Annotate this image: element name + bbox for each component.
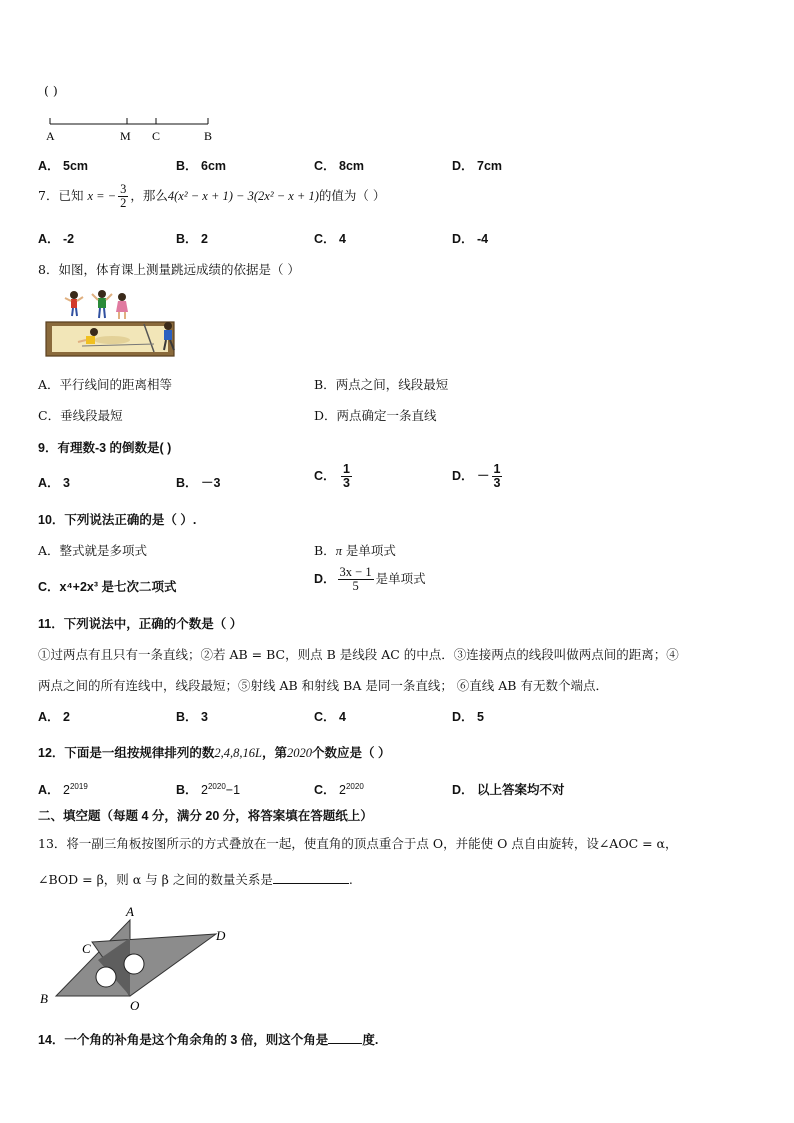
q10-option-c[interactable]: C．x⁴+2x³ 是七次二项式 xyxy=(38,580,177,594)
fig-label-c: C xyxy=(82,941,91,956)
q6-option-d[interactable]: D． 7cm xyxy=(452,159,503,173)
point-label-c: C xyxy=(152,129,161,143)
point-label-a: A xyxy=(46,129,55,143)
q9-stem: 9．有理数-3 的倒数是( ) xyxy=(38,441,172,455)
q12-option-d[interactable]: D． 以上答案均不对 xyxy=(452,783,565,797)
q10-option-b[interactable]: B．π 是单项式 xyxy=(314,543,396,558)
q8-stem: 8．如图，体育课上测量跳远成绩的依据是（ ） xyxy=(38,262,300,277)
point-label-b: B xyxy=(204,129,213,143)
q14-answer-blank[interactable] xyxy=(328,1031,362,1044)
q8-option-a[interactable]: A．平行线间的距离相等 xyxy=(38,377,173,392)
q7-option-b[interactable]: B． 2 xyxy=(176,232,208,246)
q11-option-a[interactable]: A． 2 xyxy=(38,710,70,724)
q6-option-b[interactable]: B． 6cm xyxy=(176,159,227,173)
q12-stem: 12．下面是一组按规律排列的数2,4,8,16L，第2020个数应是（ ） xyxy=(38,746,391,760)
q11-statements-line-1: ①过两点有且只有一条直线；②若 AB = BC，则点 B 是线段 AC 的中点．③连接两点的线段叫做两点间的距离；④ xyxy=(38,647,679,662)
q6-segment-figure xyxy=(40,112,240,146)
q9-option-b[interactable]: B． －3 xyxy=(176,476,221,490)
q7-option-c[interactable]: C． 4 xyxy=(314,232,346,246)
q8-option-c[interactable]: C．垂线段最短 xyxy=(38,408,123,423)
q11-option-d[interactable]: D． 5 xyxy=(452,710,484,724)
fig-label-b: B xyxy=(40,991,48,1006)
child-figure-2 xyxy=(92,290,112,318)
q7-stem: 7．已知 x = − $\frac{3}{2}$ ，那么4(x² − x + 1) − 3(2x² − x + 1)的值为（ ） xyxy=(38,182,386,211)
q11-option-b[interactable]: B． 3 xyxy=(176,710,208,724)
q12-option-c[interactable]: C． $2^{2020}$ xyxy=(314,781,364,797)
q8-option-b[interactable]: B．两点之间，线段最短 xyxy=(314,377,449,392)
q10-option-d[interactable]: D． $\frac{3x - 1}{5}$ 是单项式 xyxy=(314,565,426,594)
q11-option-c[interactable]: C． 4 xyxy=(314,710,346,724)
q6-option-a[interactable]: A． 5cm xyxy=(38,159,89,173)
long-jump-illustration xyxy=(42,286,192,364)
q9-option-c[interactable]: C． $\frac{1}{3}$ xyxy=(314,462,350,491)
triangle-rulers-figure xyxy=(34,902,234,1014)
q7-option-a[interactable]: A． -2 xyxy=(38,232,75,246)
child-figure-3 xyxy=(116,293,128,319)
q7-option-d[interactable]: D． -4 xyxy=(452,232,489,246)
q11-statements-line-2: 两点之间的所有连线中，线段最短；⑤射线 AB 和射线 BA 是同一条直线； ⑥直线 AB 有无数个端点． xyxy=(38,678,608,693)
q11-stem: 11．下列说法中，正确的个数是（ ） xyxy=(38,617,243,631)
q6-answer-paren: ( ) xyxy=(44,83,58,98)
q6-option-c[interactable]: C． 8cm xyxy=(314,159,365,173)
q13-answer-blank[interactable] xyxy=(273,871,349,884)
q9-option-d[interactable]: D． － $\frac{1}{3}$ xyxy=(452,462,501,491)
q13-stem-line-1: 13．将一副三角板按图所示的方式叠放在一起，使直角的顶点重合于点 O，并能使 O 点自由旋转，设∠AOC = α， xyxy=(38,836,678,851)
fig-label-o: O xyxy=(130,998,140,1013)
fig-label-d: D xyxy=(216,928,226,943)
q10-option-a[interactable]: A．整式就是多项式 xyxy=(38,543,148,558)
child-figure-1 xyxy=(65,291,83,316)
q8-option-d[interactable]: D．两点确定一条直线 xyxy=(314,408,437,423)
q14-stem: 14．一个角的补角是这个角余角的 3 倍，则这个角是 度. xyxy=(38,1033,379,1047)
q12-option-b[interactable]: B． $2^{2020}-1$ xyxy=(176,781,241,797)
q10-stem: 10．下列说法正确的是（ ）. xyxy=(38,513,197,527)
point-label-m: M xyxy=(120,129,131,143)
section-heading-fill-in: 二、填空题（每题 4 分，满分 20 分，将答案填在答题纸上） xyxy=(38,809,373,823)
q9-option-a[interactable]: A． 3 xyxy=(38,476,70,490)
fig-label-a: A xyxy=(126,904,134,919)
q12-option-a[interactable]: A． $2^{2019}$ xyxy=(38,781,88,797)
q13-stem-line-2: ∠BOD = β，则 α 与 β 之间的数量关系是 . xyxy=(38,872,353,887)
